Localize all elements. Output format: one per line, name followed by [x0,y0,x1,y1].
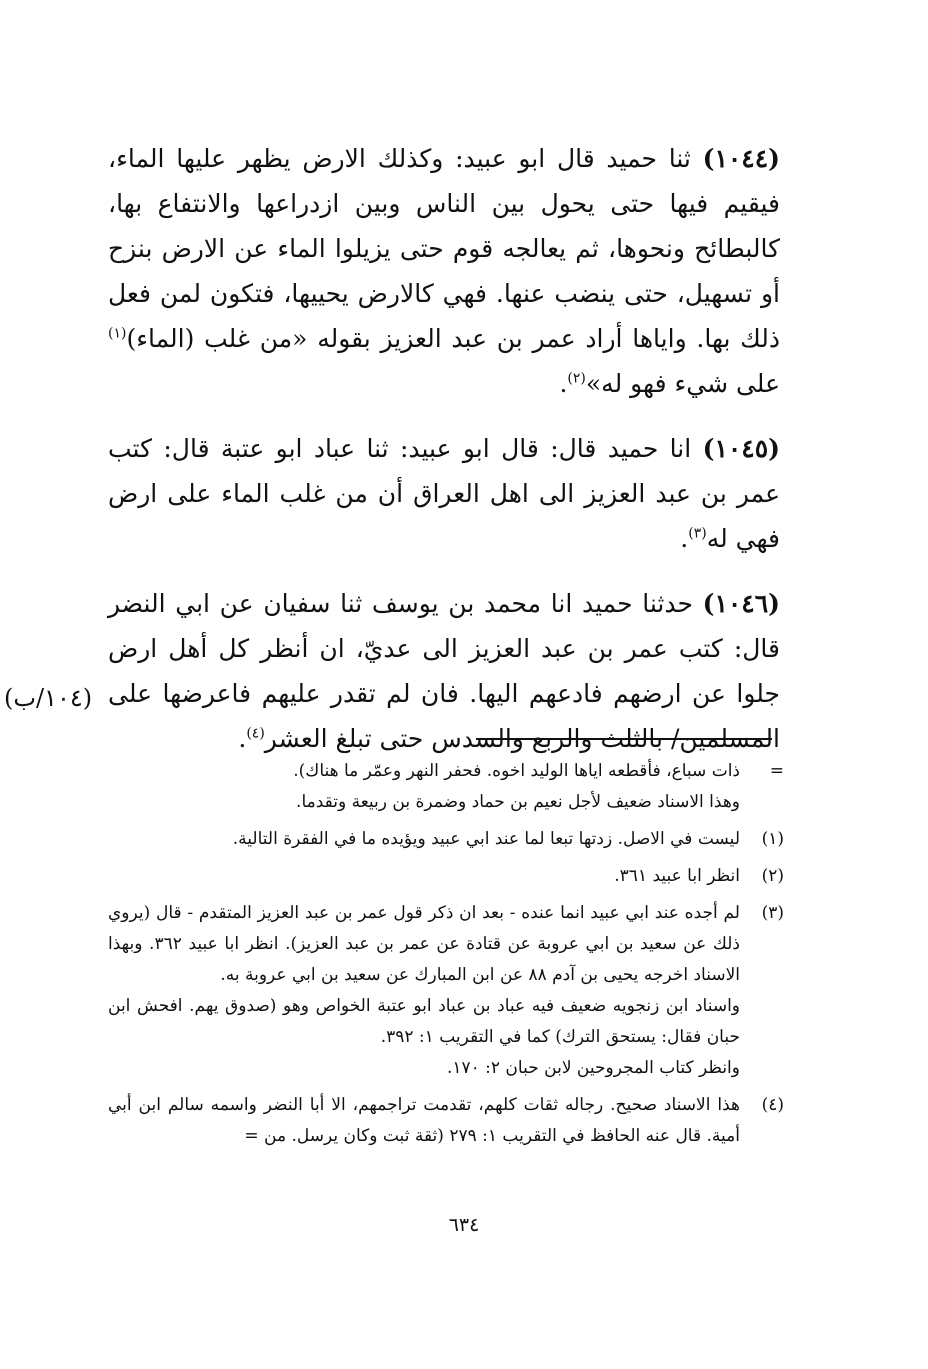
footnote-4 [108,1090,784,1152]
paragraph-text: على شيء فهو له» [585,369,780,398]
paragraph-text: ثنا حميد قال ابو عبيد: وكذلك الارض يظهر عليها الماء، فيقيم فيها حتى يحول بين الناس وبين ازدراعها والانتفاع بها، كالبطائح ونحوها، ثم يعالجه قوم حتى يزيلوا الماء عن الارض بنزح أو تسهيل، حتى ينضب عنها. فهي كالارض يحييها، فتكون لمن فعل ذلك بها. واياها أراد عمر بن عبد العزيز بقوله «من غلب (الماء) [108,144,780,353]
footnote-2 [108,861,784,892]
footnote-line: هذا الاسناد صحيح. رجاله ثقات كلهم، تقدمت تراجمهم، الا أبا النضر واسمه سالم ابن أبي أمية. قال عنه الحافظ في التقريب ١: ٢٧٩ (ثقة ثبت وكان يرسل. من = [108,1095,740,1146]
page-number: ٦٣٤ [448,1214,480,1236]
footnote-line: ليست في الاصل. زدتها تبعا لما عند ابي عبيد ويؤيده ما في الفقرة التالية. [232,829,740,849]
footnote-mark: (٢) [761,866,784,886]
footnote-line: واسناد ابن زنجويه ضعيف فيه عباد بن عباد ابو عتبة الخواص وهو (صدوق يهم. افحش ابن حبان فقال: يستحق الترك) كما في التقريب ١: ٣٩٢. [108,996,740,1047]
footnotes [108,756,784,1158]
paragraph-text: . [238,724,247,753]
footnote-mark: (٤) [761,1095,784,1115]
footnote-reference: (٣) [688,525,707,542]
manuscript-folio-note: (١٠٤/ب) [4,684,93,712]
paragraph-text: انا حميد قال: قال ابو عبيد: ثنا عباد ابو عتبة قال: كتب عمر بن عبد العزيز الى اهل العراق أن من غلب الماء على ارض فهي له [108,434,780,553]
footnote-line: وانظر كتاب المجروحين لابن حبان ٢: ١٧٠. [446,1058,740,1078]
footnote-reference: (١) [108,325,127,342]
paragraph-number: (١٠٤٦) [702,589,780,618]
footnote-line: ذات سباع، فأقطعه اياها الوليد اخوه. فحفر النهر وعمّر ما هناك). [293,761,740,781]
footnote-reference: (٤) [246,725,265,742]
footnote-mark: (٣) [761,903,784,923]
footnote-3 [108,898,784,1084]
paragraph-text: . [559,369,568,398]
footnote-continued [108,756,784,818]
paragraph-1046 [108,581,780,761]
footnote-mark: (١) [761,829,784,849]
paragraph-1045 [108,426,780,561]
footnote-line: وهذا الاسناد ضعيف لأجل نعيم بن حماد وضمرة بن ربيعة وتقدما. [296,792,740,812]
paragraph-text: حدثنا حميد انا محمد بن يوسف ثنا سفيان عن ابي النضر قال: كتب عمر بن عبد العزيز الى عديّ، ان أنظر كل أهل ارض جلوا عن ارضهم فادعهم اليها. فان لم تقدر عليهم فاعرضها على المسلمين/ بالثلث والربع والسدس حتى تبلغ العشر [108,589,780,753]
paragraph-1044 [108,136,780,406]
footnote-line: لم أجده عند ابي عبيد انما عنده - بعد ان ذكر قول عمر بن عبد العزيز المتقدم - قال (يروي ذلك عن سعيد بن ابي عروبة عن قتادة عن عمر بن عبد العزيز). انظر ابا عبيد ٣٦٢. وبهذا الاسناد اخرجه يحيى بن آدم ٨٨ عن ابن المبارك عن سعيد بن ابي عروبة به. [108,903,741,985]
footnote-1 [108,824,784,855]
footnote-divider [476,738,772,740]
paragraph-text: . [680,524,689,553]
footnote-line: انظر ابا عبيد ٣٦١. [614,866,740,886]
paragraph-number: (١٠٤٤) [702,144,781,173]
paragraph-number: (١٠٤٥) [702,434,780,463]
footnote-reference: (٢) [567,370,586,387]
main-text [108,136,780,761]
footnote-mark: = [769,761,784,781]
